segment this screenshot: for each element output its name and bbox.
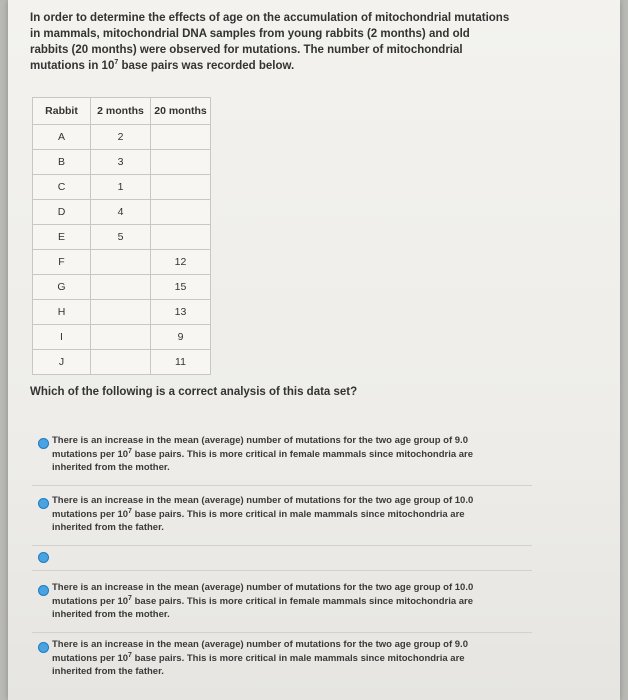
table-row — [33, 175, 211, 200]
answer-option-1[interactable] — [32, 428, 532, 486]
rabbit-cell: B — [33, 150, 91, 175]
young-value-cell — [91, 275, 151, 300]
old-value-cell: 12 — [151, 250, 211, 275]
old-value-cell: 9 — [151, 325, 211, 350]
table-row — [33, 300, 211, 325]
option-text-start: There is an increase in the mean (average) number of mutations for the two age group of 10.0 mutations per 10 — [52, 582, 474, 607]
rabbit-cell: G — [33, 275, 91, 300]
mutation-data-table — [32, 97, 211, 375]
old-value-cell — [151, 200, 211, 225]
question-prompt: Which of the following is a correct analysis of this data set? — [30, 386, 358, 398]
rabbit-cell: F — [33, 250, 91, 275]
option-text[interactable] — [52, 548, 502, 560]
option-text-end: base pairs. This is more critical in female mammals since mitochondria are inherited from the mother. — [52, 595, 474, 620]
rabbit-cell: E — [33, 225, 91, 250]
table-row — [33, 225, 211, 250]
old-value-cell: 11 — [151, 350, 211, 375]
option-text-start: There is an increase in the mean (average) number of mutations for the two age group of 9.0 mutations per 10 — [52, 435, 468, 460]
young-value-cell — [91, 325, 151, 350]
option-text[interactable] — [52, 494, 502, 535]
question-intro — [30, 10, 510, 74]
radio-button-icon[interactable] — [38, 438, 49, 449]
option-text[interactable] — [52, 434, 502, 475]
intro-exponent: 7 — [114, 59, 119, 67]
intro-text-end: base pairs was recorded below. — [118, 60, 295, 72]
answer-option-2[interactable] — [32, 488, 532, 546]
old-value-cell — [151, 125, 211, 150]
rabbit-cell: D — [33, 200, 91, 225]
answer-option-3[interactable] — [32, 542, 532, 571]
option-exponent: 7 — [128, 447, 132, 455]
rabbit-cell: C — [33, 175, 91, 200]
table-row — [33, 150, 211, 175]
rabbit-cell: H — [33, 300, 91, 325]
answer-option-4[interactable] — [32, 575, 532, 633]
intro-text: In order to determine the effects of age on the accumulation of mitochondrial mutations in mammals, mitochondrial DNA samples from young rabbits (2 months) and old rabbits (20 months) were observed for mutations. The number of mitochondrial mutations in 10 — [30, 12, 510, 72]
radio-button-icon[interactable] — [38, 498, 49, 509]
old-value-cell — [151, 175, 211, 200]
old-value-cell — [151, 150, 211, 175]
option-text[interactable] — [52, 581, 502, 622]
rabbit-cell: I — [33, 325, 91, 350]
worksheet-page — [8, 0, 620, 700]
table-row — [33, 200, 211, 225]
option-text-start: There is an increase in the mean (average) number of mutations for the two age group of 9.0 mutations per 10 — [52, 639, 468, 664]
young-value-cell: 3 — [91, 150, 151, 175]
young-value-cell — [91, 350, 151, 375]
young-value-cell: 1 — [91, 175, 151, 200]
rabbit-cell: J — [33, 350, 91, 375]
table-row — [33, 275, 211, 300]
option-exponent: 7 — [128, 594, 132, 602]
table-header-row — [33, 98, 211, 125]
table-row — [33, 125, 211, 150]
young-value-cell — [91, 300, 151, 325]
option-text-end: base pairs. This is more critical in male mammals since mitochondria are inherited from the father. — [52, 652, 465, 677]
table-row — [33, 250, 211, 275]
rabbit-cell: A — [33, 125, 91, 150]
table-row — [33, 350, 211, 375]
young-value-cell: 5 — [91, 225, 151, 250]
young-value-cell — [91, 250, 151, 275]
option-text-end: base pairs. This is more critical in male mammals since mitochondria are inherited from the father. — [52, 508, 465, 533]
radio-button-icon[interactable] — [38, 585, 49, 596]
radio-button-icon[interactable] — [38, 552, 49, 563]
header-rabbit: Rabbit — [33, 98, 91, 125]
young-value-cell: 2 — [91, 125, 151, 150]
option-exponent: 7 — [128, 651, 132, 659]
option-text[interactable] — [52, 638, 502, 679]
young-value-cell: 4 — [91, 200, 151, 225]
header-20-months: 20 months — [151, 98, 211, 125]
answer-option-5[interactable] — [32, 632, 532, 689]
option-text-start: There is an increase in the mean (average) number of mutations for the two age group of 10.0 mutations per 10 — [52, 495, 474, 520]
old-value-cell: 15 — [151, 275, 211, 300]
radio-button-icon[interactable] — [38, 642, 49, 653]
header-2-months: 2 months — [91, 98, 151, 125]
table-row — [33, 325, 211, 350]
option-exponent: 7 — [128, 507, 132, 515]
option-text-end: base pairs. This is more critical in female mammals since mitochondria are inherited from the mother. — [52, 448, 474, 473]
old-value-cell — [151, 225, 211, 250]
old-value-cell: 13 — [151, 300, 211, 325]
